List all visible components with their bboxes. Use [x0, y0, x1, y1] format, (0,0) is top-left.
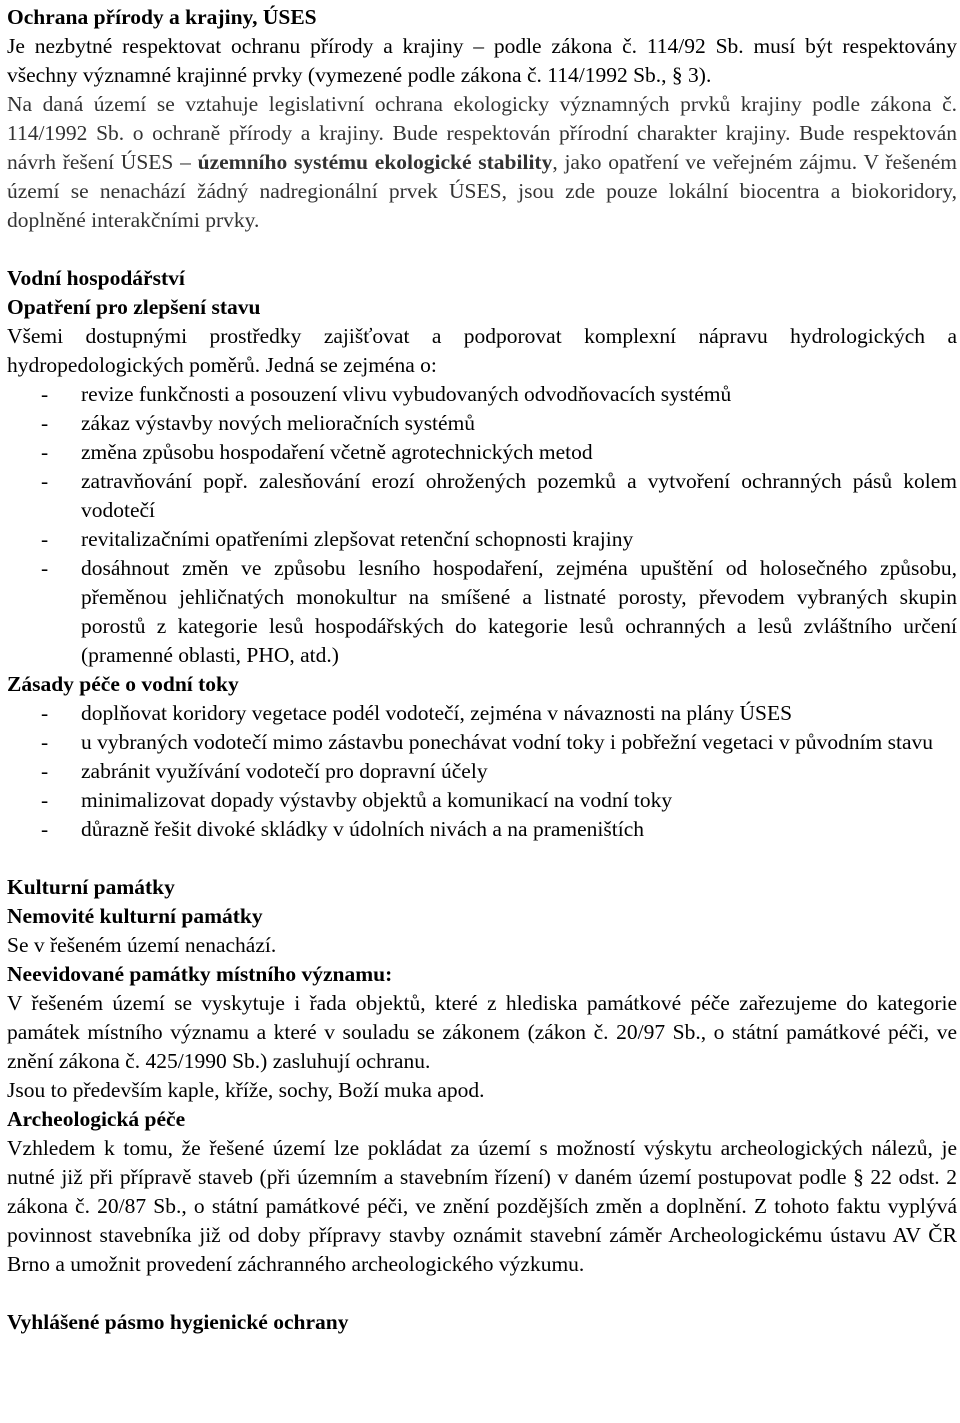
subheading-measures: Opatření pro zlepšení stavu — [7, 295, 261, 319]
uses-bold-term: územního systému ekologické stability — [197, 150, 553, 174]
paragraph-water-intro: Všemi dostupnými prostředky zajišťovat a podporovat komplexní nápravu hydrologických a hydropedologických poměrů. Jedná se zejména o: — [7, 324, 957, 377]
list-item: - zabránit využívání vodotečí pro dopravní účely — [7, 757, 957, 786]
list-item: - dosáhnout změn ve způsobu lesního hospodaření, zejména upuštění od holosečného způsobu, přeměnou jehličnatých monokultur na smíšené a listnaté porosty, převodem vybraných skupin porostů z kategorie lesů hospodářských do kategorie lesů ochranných a lesů zvláštního určení (pramenné oblasti, PHO, atd.) — [7, 554, 957, 670]
subheading-watercourse-care: Zásady péče o vodní toky — [7, 672, 239, 696]
section-heading-hygiene: Vyhlášené pásmo hygienické ochrany — [7, 1310, 349, 1334]
list-item: - zatravňování popř. zalesňování erozí ohrožených pozemků a vytvoření ochranných pásů kolem vodotečí — [7, 467, 957, 525]
spacer — [7, 1279, 957, 1308]
subheading-archaeology: Archeologická péče — [7, 1107, 186, 1131]
uses-text-before: Na daná území se vztahuje legislativní ochrana ekologicky významných prvků krajiny podle zákona č. 114/1992 Sb. o ochraně přírody a krajiny. Bude respektován přírodní charakter krajiny. Bude respektován návrh řešení ÚSES – — [7, 92, 957, 174]
section-heading-culture: Kulturní památky — [7, 875, 175, 899]
paragraph-uses-intro: Je nezbytné respektovat ochranu přírody a krajiny – podle zákona č. 114/92 Sb. musí být respektovány všechny významné krajinné prvky (vymezené podle zákona č. 114/1992 Sb., § 3). — [7, 34, 957, 87]
list-item: - zákaz výstavby nových melioračních systémů — [7, 409, 957, 438]
paragraph-immovable-monuments: Se v řešeném území nenachází. — [7, 933, 277, 957]
subheading-immovable-monuments: Nemovité kulturní památky — [7, 904, 263, 928]
spacer — [7, 235, 957, 264]
list-item: - revitalizačními opatřeními zlepšovat retenční schopnosti krajiny — [7, 525, 957, 554]
document-page — [7, 3, 957, 1337]
spacer — [7, 844, 957, 873]
uses-text-after: , jako opatření ve veřejném zájmu. V řešeném území se nenachází žádný nadregionální prvek ÚSES, jsou zde pouze lokální biocentra a biokoridory, doplněné interakčními prvky. — [7, 150, 957, 232]
list-item: - důrazně řešit divoké skládky v údolních nivách a na prameništích — [7, 815, 957, 844]
list-item: - u vybraných vodotečí mimo zástavbu ponechávat vodní toky i pobřežní vegetaci v původním stavu — [7, 728, 957, 757]
section-heading-uses: Ochrana přírody a krajiny, ÚSES — [7, 5, 317, 29]
subheading-local-monuments: Neevidované památky místního významu: — [7, 962, 393, 986]
list-item: - doplňovat koridory vegetace podél vodotečí, zejména v návaznosti na plány ÚSES — [7, 699, 957, 728]
section-culture — [7, 873, 957, 1279]
section-water — [7, 264, 957, 844]
section-hygiene — [7, 1308, 957, 1337]
section-uses — [7, 3, 957, 235]
paragraph-monument-examples: Jsou to především kaple, kříže, sochy, Boží muka apod. — [7, 1078, 485, 1102]
section-heading-water: Vodní hospodářství — [7, 266, 185, 290]
list-watercourse-care — [7, 699, 957, 844]
list-item: - minimalizovat dopady výstavby objektů a komunikací na vodní toky — [7, 786, 957, 815]
paragraph-archaeology: Vzhledem k tomu, že řešené území lze pokládat za území s možností výskytu archeologických nálezů, je nutné již při přípravě staveb (při územním a stavebním řízení) v daném území postupovat podle § 22 odst. 2 zákona č. 20/87 Sb., o státní památkové péči, ve znění pozdějších změn a doplnění. Z tohoto faktu vyplývá povinnost stavebníka již od doby přípravy stavby oznámit stavební záměr Archeologickému ústavu AV ČR Brno a umožnit provedení záchranného archeologického výzkumu. — [7, 1136, 957, 1276]
list-item: - změna způsobu hospodaření včetně agrotechnických metod — [7, 438, 957, 467]
paragraph-uses-legislation — [7, 90, 957, 235]
paragraph-local-monuments: V řešeném území se vyskytuje i řada objektů, které z hlediska památkové péče zařezujeme do kategorie památek místního významu a které v souladu se zákonem (zákon č. 20/97 Sb., o státní památkové péči, ve znění zákona č. 425/1990 Sb.) zasluhují ochranu. — [7, 991, 957, 1073]
list-measures — [7, 380, 957, 670]
list-item: - revize funkčnosti a posouzení vlivu vybudovaných odvodňovacích systémů — [7, 380, 957, 409]
